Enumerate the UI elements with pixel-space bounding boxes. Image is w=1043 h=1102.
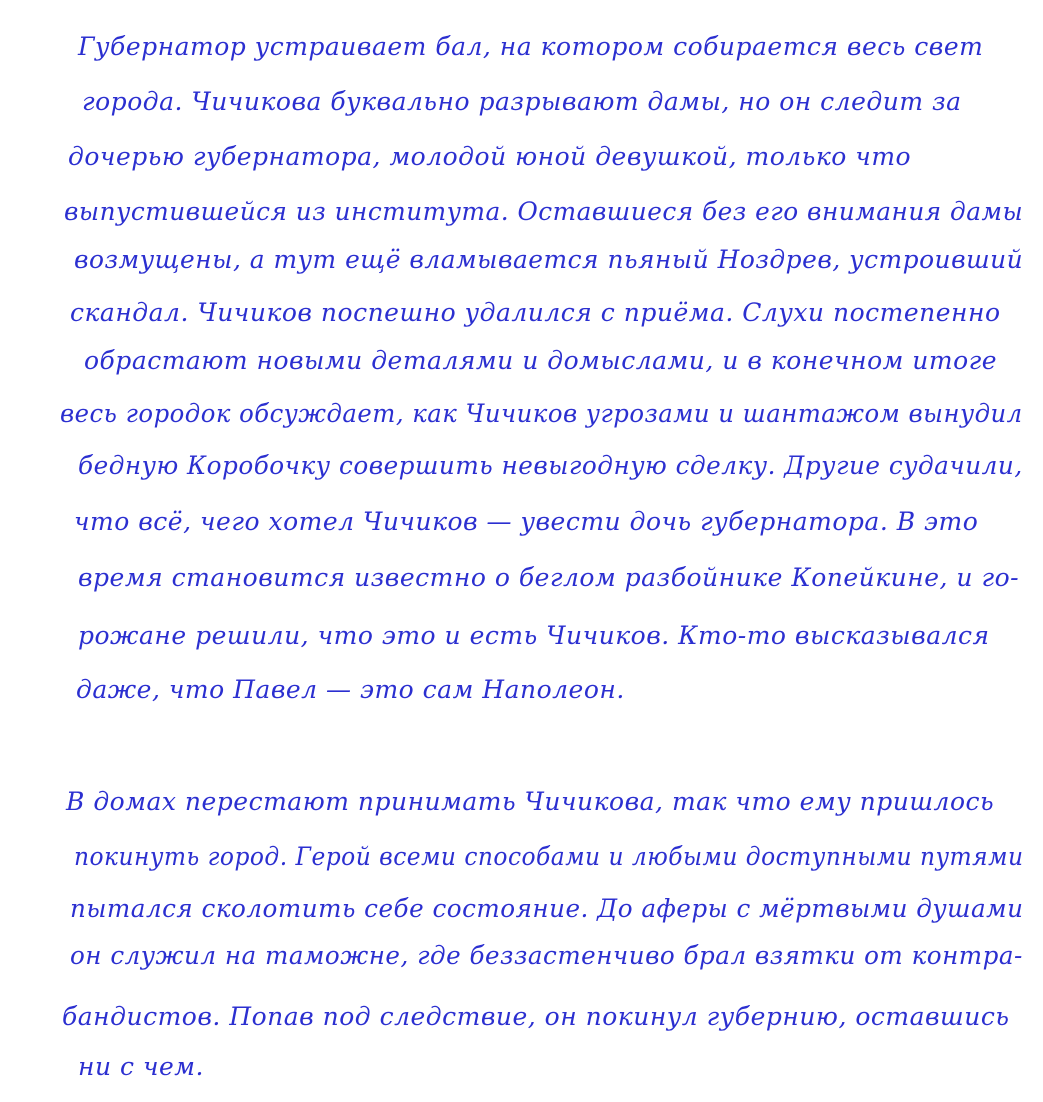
text-line: ни с чем. [78, 1052, 204, 1081]
text-line: рожане решили, что это и есть Чичиков. Кто-то высказывался [78, 621, 990, 650]
text-line: весь городок обсуждает, как Чичиков угрозами и шантажом вынудил [60, 399, 1023, 428]
text-line: пытался сколотить себе состояние. До аферы с мёртвыми душами [70, 894, 1024, 923]
text-line: возмущены, а тут ещё вламывается пьяный Ноздрев, устроивший [74, 245, 1024, 274]
text-line: что всё, чего хотел Чичиков — увести дочь губернатора. В это [74, 507, 979, 536]
text-line: даже, что Павел — это сам Наполеон. [76, 675, 625, 704]
text-line: обрастают новыми деталями и домыслами, и в конечном итоге [84, 346, 998, 375]
text-line: время становится известно о беглом разбойнике Копейкине, и го- [78, 563, 1020, 592]
text-line: покинуть город. Герой всеми способами и любыми доступными путями [74, 842, 1024, 871]
text-line: дочерью губернатора, молодой юной девушкой, только что [68, 142, 912, 171]
text-line: выпустившейся из института. Оставшиеся без его внимания дамы [64, 197, 1024, 226]
text-line: он служил на таможне, где беззастенчиво брал взятки от контра- [70, 941, 1023, 970]
text-line: города. Чичикова буквально разрывают дамы, но он следит за [82, 87, 962, 116]
text-line: скандал. Чичиков поспешно удалился с приёма. Слухи постепенно [70, 298, 1001, 327]
text-line: бедную Коробочку совершить невыгодную сделку. Другие судачили, [78, 451, 1023, 480]
text-line: бандистов. Попав под следствие, он покинул губернию, оставшись [62, 1002, 1010, 1031]
text-line: В домах перестают принимать Чичикова, так что ему пришлось [66, 787, 995, 816]
text-line: Губернатор устраивает бал, на котором собирается весь свет [78, 32, 984, 61]
